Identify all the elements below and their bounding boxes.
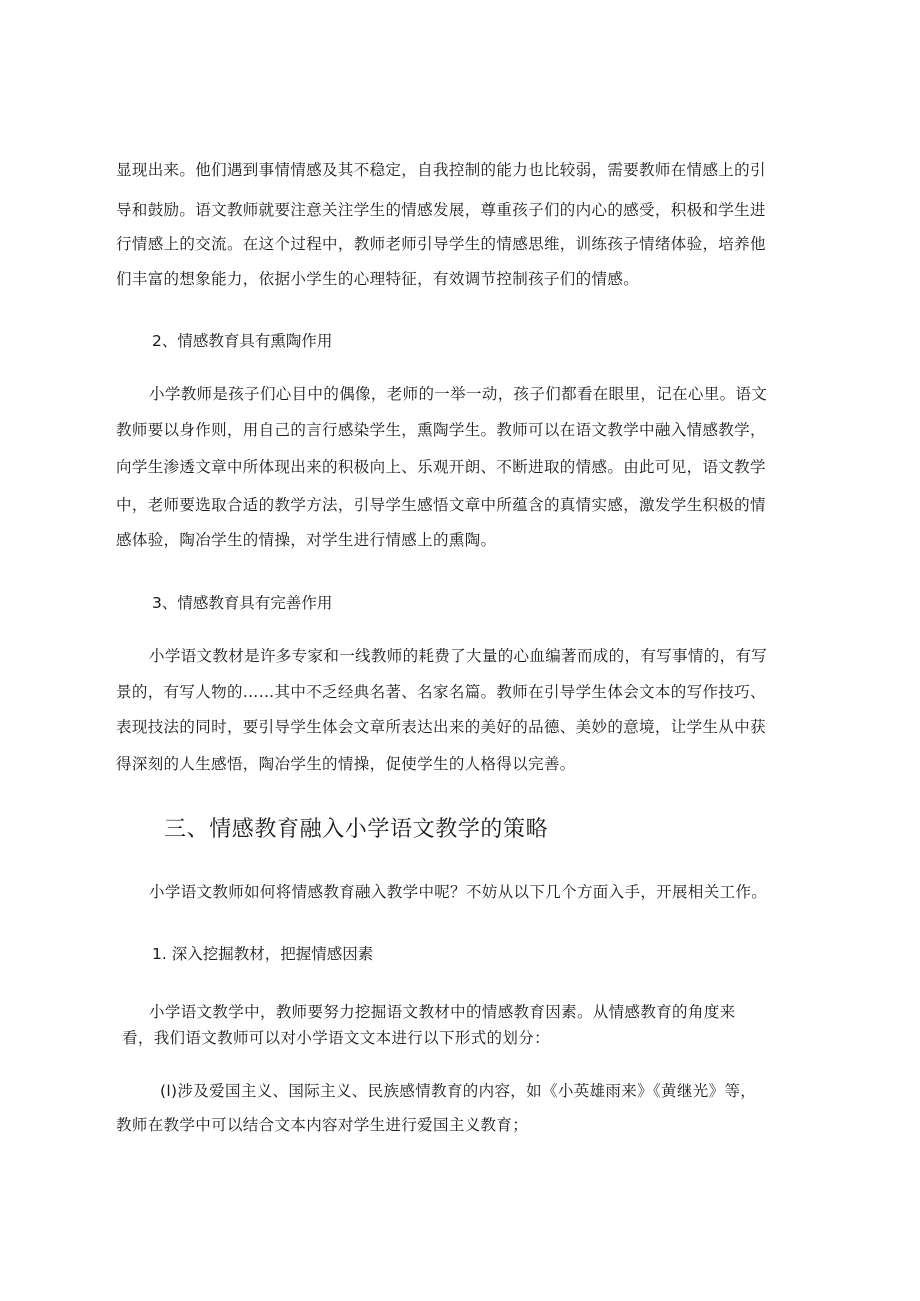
subheading-3-1: 1. 深入挖掘教材，把握情感因素 [152,945,374,963]
paragraph-line: 教师要以身作则，用自己的言行感染学生，熏陶学生。教师可以在语文教学中融入情感教学， [116,421,766,439]
paragraph-line: 中，老师要选取合适的教学方法，引导学生感悟文章中所蕴含的真情实感，激发学生积极的情 [116,496,766,514]
paragraph-line: 教师在教学中可以结合文本内容对学生进行爱国主义教育； [116,1116,529,1134]
paragraph-line: 得深刻的人生感悟，陶冶学生的情操，促使学生的人格得以完善。 [116,755,576,773]
paragraph-line: (l)涉及爱国主义、国际主义、民族感情教育的内容，如《小英雄雨来》《黄继光》等， [160,1082,757,1100]
subheading-2: 2、情感教育具有熏陶作用 [152,332,333,350]
paragraph-line: 导和鼓励。语文教师就要注意关注学生的情感发展，尊重孩子们的内心的感受，积极和学生进 [116,201,766,219]
paragraph-line: 小学语文教材是许多专家和一线教师的耗费了大量的心血编著而成的，有写事情的，有写 [149,647,768,665]
paragraph-line: 行情感上的交流。在这个过程中，教师老师引导学生的情感思维，训练孩子情绪体验，培养他 [116,235,766,253]
paragraph-line: 们丰富的想象能力，依据小学生的心理特征，有效调节控制孩子们的情感。 [116,270,640,288]
paragraph-line: 表现技法的同时，要引导学生体会文章所表达出来的美好的品德、美妙的意境，让学生从中获 [116,718,766,736]
paragraph-line: 看，我们语文教师可以对小学语文文本进行以下形式的划分： [122,1029,550,1047]
paragraph-line: 小学语文教学中，教师要努力挖掘语文教材中的情感教育因素。从情感教育的角度来 [149,1003,736,1021]
subheading-3: 3、情感教育具有完善作用 [152,594,333,612]
paragraph-line: 小学语文教师如何将情感教育融入教学中呢？不妨从以下几个方面入手，开展相关工作。 [149,883,768,901]
paragraph-line: 小学教师是孩子们心目中的偶像，老师的一举一动，孩子们都看在眼里，记在心里。语文 [149,385,768,403]
paragraph-line: 感体验，陶冶学生的情操，对学生进行情感上的熏陶。 [116,531,497,549]
paragraph-line: 显现出来。他们遇到事情情感及其不稳定，自我控制的能力也比较弱，需要教师在情感上的引 [116,161,766,179]
paragraph-line: 向学生渗透文章中所体现出来的积极向上、乐观开朗、不断进取的情感。由此可见，语文教学 [116,458,766,476]
section-heading: 三、情感教育融入小学语文教学的策略 [164,817,549,842]
paragraph-line: 景的，有写人物的……其中不乏经典名著、名家名篇。教师在引导学生体会文本的写作技巧、 [116,683,766,701]
